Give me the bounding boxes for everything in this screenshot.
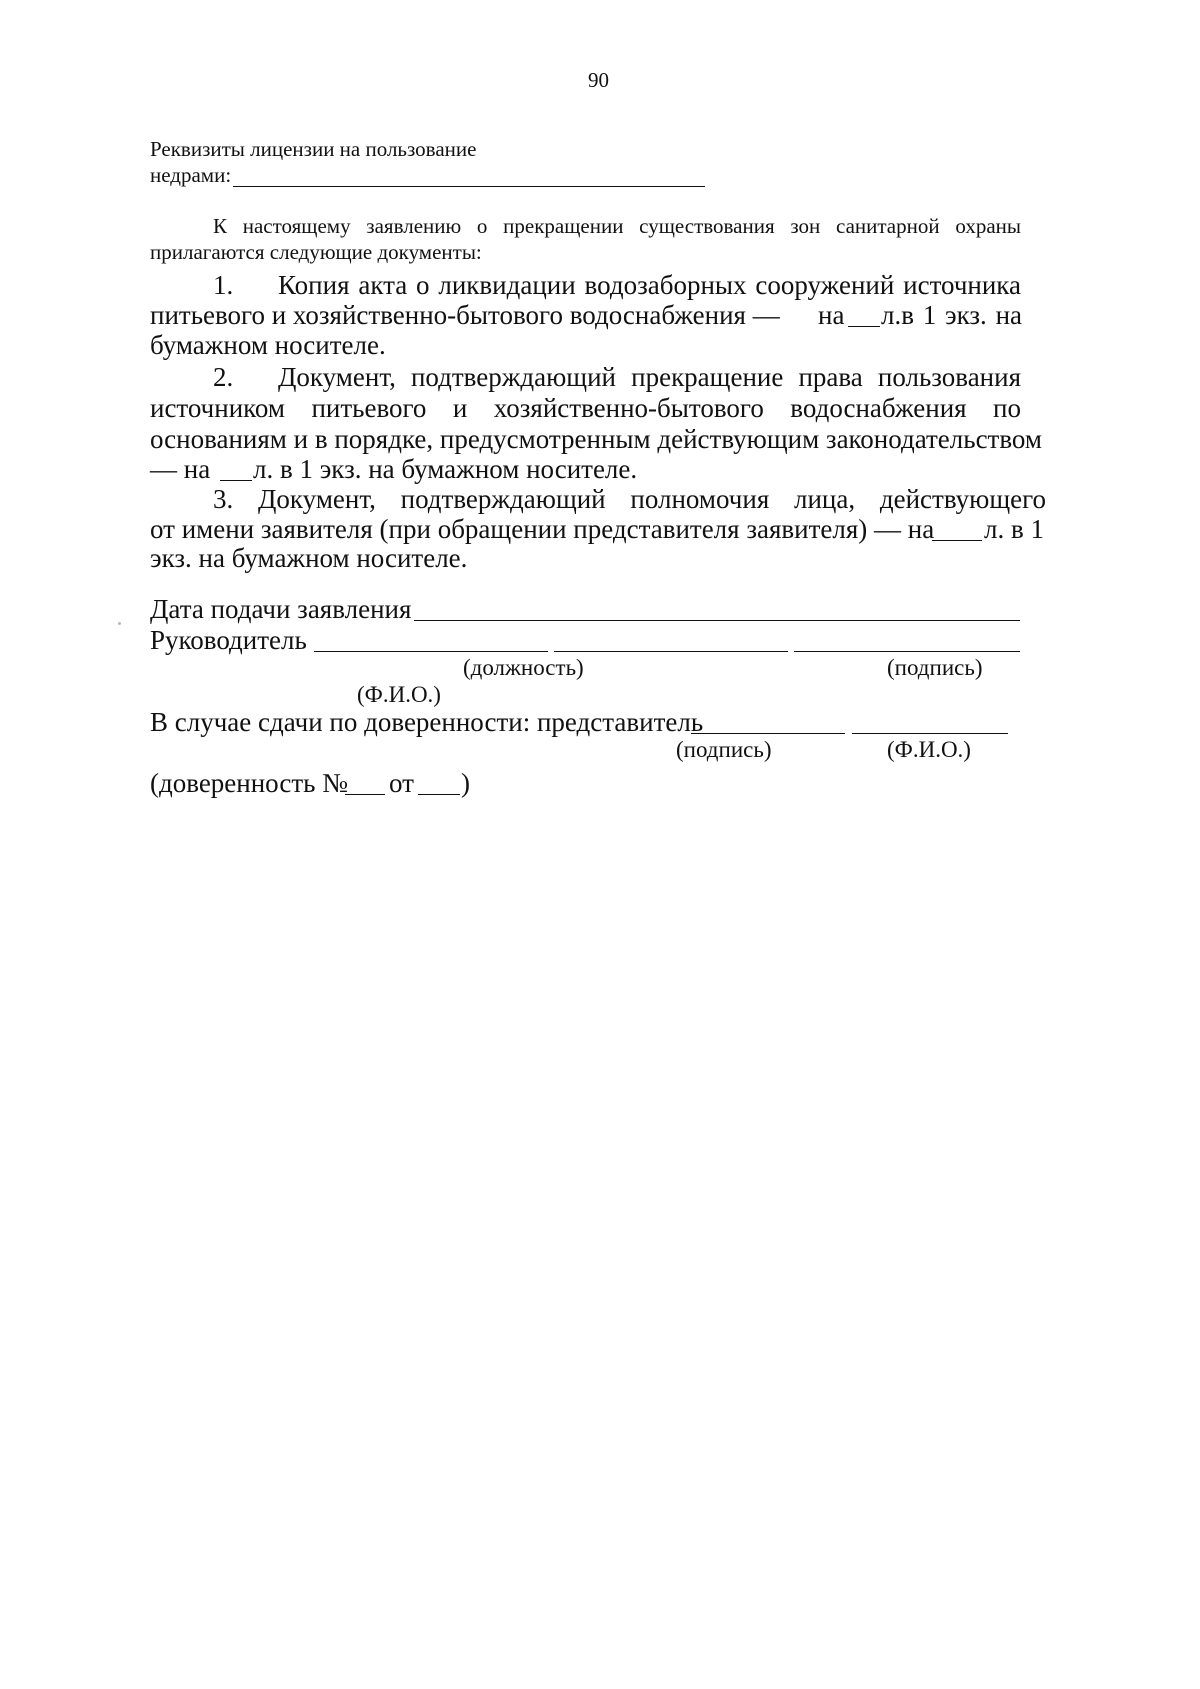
item3-line1: 3. Документ, подтверждающий полномочия лица, действующего [213,484,1046,514]
head-position-blank [314,651,548,652]
proxy-fio-caption: (Ф.И.О.) [887,737,971,762]
item3-line3: экз. на бумажном носителе. [150,543,468,573]
item2-line4-na: — на [150,454,211,484]
signature-caption: (подпись) [887,655,983,680]
power-of-attorney-date-blank [418,794,460,795]
item2-line1: Документ, подтверждающий прекращение права пользования [278,362,1021,392]
item1-line2-na: на [818,300,845,330]
proxy-signature-caption: (подпись) [676,737,772,762]
item3-line2-text: от имени заявителя (при обращении представителя заявителя) — на [150,514,935,544]
power-of-attorney-number-label: (доверенность № [150,768,348,798]
proxy-fio-blank [852,733,1008,734]
position-caption: (должность) [463,655,584,680]
power-of-attorney-date-label: от [389,768,414,798]
item1-line3: бумажном носителе. [150,330,386,360]
item2-pages-blank [220,480,252,481]
power-of-attorney-number-blank [345,794,385,795]
item2-line3: основаниям и в порядке, предусмотренным действующим законодательством [150,424,1042,454]
page-number: 90 [588,68,609,92]
scan-speck [118,622,121,625]
item2-line2: источником питьевого и хозяйственно-бытового водоснабжения по [150,393,1021,423]
item3-pages-blank [932,540,982,541]
intro-line2: прилагаются следующие документы: [150,240,482,264]
fio-caption: (Ф.И.О.) [357,682,441,707]
item2-line4-end: л. в 1 экз. на бумажном носителе. [253,454,638,484]
item1-line2-end: л.в 1 экз. на [881,300,1022,330]
item2-number: 2. [213,362,234,392]
power-of-attorney-close: ) [461,768,470,798]
proxy-label: В случае сдачи по доверенности: представитель [150,707,704,737]
item3-line2-end: л. в 1 [984,514,1044,544]
proxy-signature-blank [691,733,845,734]
item1-line2-text: питьевого и хозяйственно-бытового водоснабжения — [150,300,780,330]
head-label: Руководитель [150,625,307,655]
license-label-line2: недрами: [150,163,232,187]
head-fio-blank [554,651,788,652]
submission-date-blank [414,620,1020,621]
item1-number: 1. [213,270,234,300]
head-signature-blank [794,651,1020,652]
intro-line1: К настоящему заявлению о прекращении существования зон санитарной охраны [213,214,1021,238]
item1-pages-blank [848,326,880,327]
item1-line1: Копия акта о ликвидации водозаборных сооружений источника [278,270,1021,300]
license-label-line1: Реквизиты лицензии на пользование [150,137,477,161]
submission-date-label: Дата подачи заявления [150,594,412,624]
license-blank-line [233,186,705,187]
